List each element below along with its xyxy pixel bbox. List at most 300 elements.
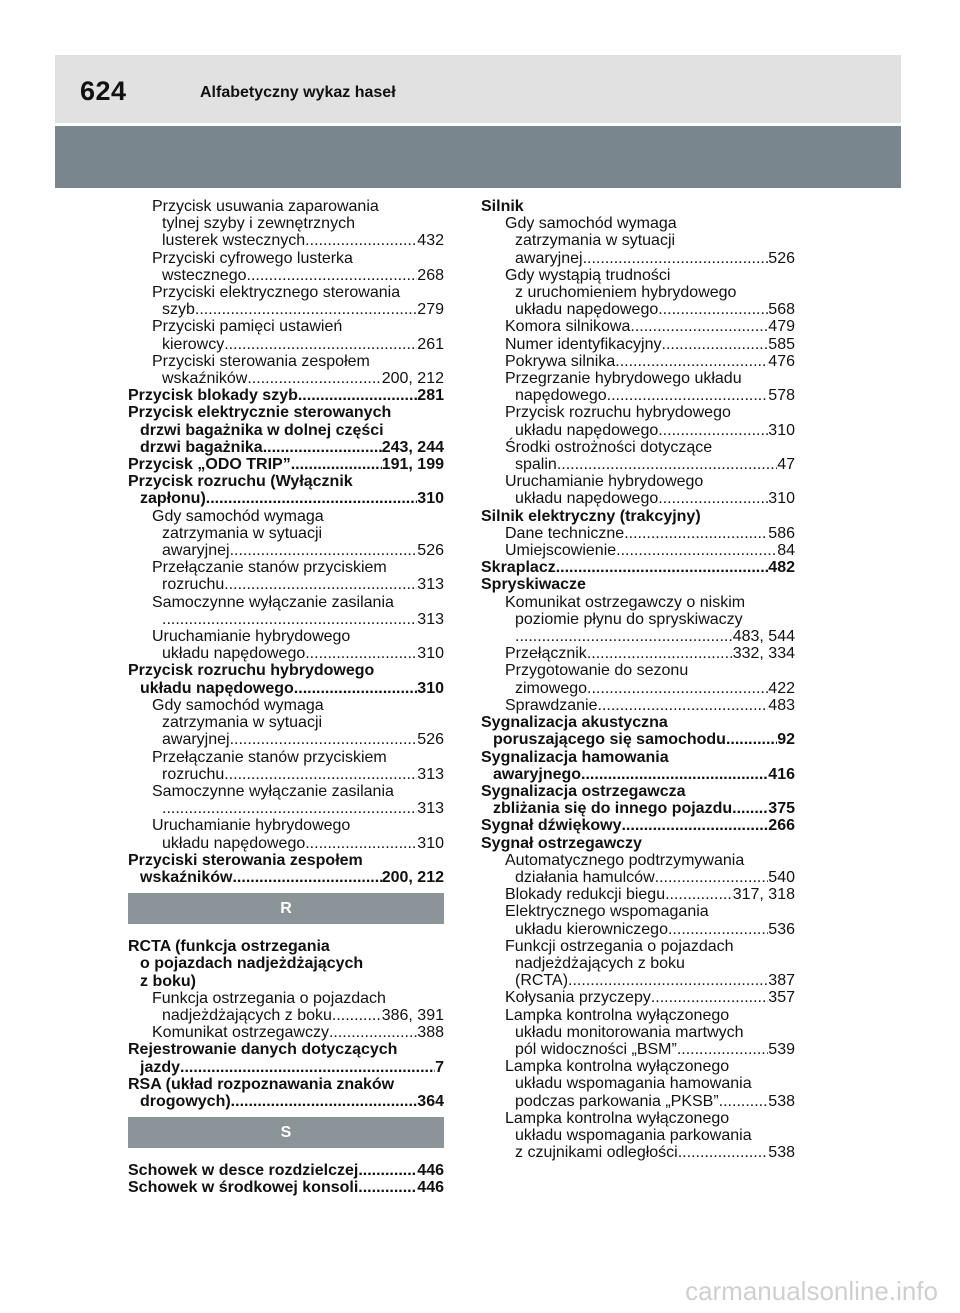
index-entry — [481, 473, 795, 490]
index-entry — [481, 594, 795, 611]
index-entry — [128, 800, 444, 817]
page-reference: 538 — [768, 1144, 795, 1162]
index-entry — [128, 490, 444, 507]
entry-text: Rejestrowanie danych dotyczących — [128, 1041, 398, 1059]
entry-text: Kołysania przyczepy — [505, 989, 651, 1007]
dot-leader — [557, 456, 777, 473]
page-reference: 422 — [768, 679, 795, 697]
section-header-s: S — [128, 1117, 444, 1148]
dot-leader — [162, 611, 417, 628]
entry-text: zapłonu) — [140, 490, 206, 508]
page-reference: 243, 244 — [381, 438, 444, 456]
entry-text: Automatycznego podtrzymywania — [505, 851, 745, 869]
entry-text: wskaźników — [140, 868, 233, 886]
page-reference: 416 — [768, 765, 795, 783]
entry-text: Silnik elektryczny (trakcyjny) — [481, 507, 701, 525]
page-reference: 386, 391 — [381, 1006, 444, 1024]
entry-text: Lampka kontrolna wyłączonego — [505, 1109, 730, 1127]
entry-text: Lampka kontrolna wyłączonego — [505, 1058, 730, 1076]
dot-leader — [616, 542, 777, 559]
page-reference: 479 — [768, 318, 795, 336]
entry-text: o pojazdach nadjeżdżających — [140, 955, 364, 973]
entry-text: Środki ostrożności dotyczące — [505, 438, 713, 456]
entry-text: układu napędowego — [140, 679, 294, 697]
index-entry — [128, 594, 444, 611]
entry-text: Gdy samochód wymaga — [152, 696, 324, 714]
dot-leader — [247, 267, 418, 284]
entry-text: układu napędowego — [162, 834, 306, 852]
index-entry — [128, 1041, 444, 1058]
dot-leader — [621, 817, 768, 834]
page-reference: 526 — [417, 542, 444, 560]
index-entry — [481, 749, 795, 766]
index-entry — [128, 267, 444, 284]
entry-text: Elektrycznego wspomagania — [505, 903, 709, 921]
page-reference: 279 — [417, 301, 444, 319]
index-entry — [481, 336, 795, 353]
dot-leader — [662, 336, 769, 353]
dot-leader — [658, 490, 768, 507]
index-entry — [128, 1024, 444, 1041]
entry-text: Przełącznik — [505, 645, 587, 663]
entry-text: Samoczynne wyłączanie zasilania — [152, 593, 394, 611]
entry-text: Komora silnikowa — [505, 318, 631, 336]
dot-leader — [677, 1041, 768, 1058]
index-entry — [128, 250, 444, 267]
index-entry — [128, 973, 444, 990]
entry-text: drzwi bagażnika — [140, 438, 263, 456]
index-entry — [481, 835, 795, 852]
entry-text: Skraplacz — [481, 559, 556, 577]
entry-text: kierowcy — [162, 335, 225, 353]
entry-text: Gdy samochód wymaga — [505, 215, 677, 233]
index-entry — [481, 456, 795, 473]
page-reference: 7 — [435, 1058, 444, 1076]
index-entry — [481, 852, 795, 869]
page-reference: 266 — [768, 817, 795, 835]
index-entry — [128, 990, 444, 1007]
entry-text: Przyciski pamięci ustawień — [152, 318, 343, 336]
page-reference: 482 — [768, 559, 795, 577]
index-entry — [128, 938, 444, 955]
dot-leader — [732, 800, 768, 817]
entry-text: Samoczynne wyłączanie zasilania — [152, 782, 394, 800]
page-reference: 526 — [417, 731, 444, 749]
watermark: carmanualsonline.info — [685, 1276, 938, 1306]
page-reference: 310 — [417, 645, 444, 663]
page-number: 624 — [80, 76, 127, 106]
index-entry — [481, 731, 795, 748]
entry-text: tylnej szyby i zewnętrznych — [162, 215, 355, 233]
left-column — [128, 198, 444, 1197]
entry-text: Komunikat ostrzegawczy o niskim — [505, 593, 746, 611]
dot-leader — [678, 1144, 769, 1161]
dot-leader — [305, 645, 417, 662]
page-reference: 357 — [768, 989, 795, 1007]
entry-text: działania hamulców — [515, 868, 655, 886]
index-entry — [128, 697, 444, 714]
index-entry — [128, 559, 444, 576]
index-entry — [128, 422, 444, 439]
index-entry — [481, 198, 795, 215]
index-entry — [128, 611, 444, 628]
index-entry — [481, 301, 795, 318]
entry-text: Sygnalizacja hamowania — [481, 748, 669, 766]
entry-text: Przełączanie stanów przyciskiem — [152, 748, 387, 766]
entry-text: Sygnalizacja akustyczna — [481, 714, 668, 732]
page-reference: 313 — [417, 800, 444, 818]
dot-leader — [230, 542, 418, 559]
index-entry — [481, 559, 795, 576]
entry-text: Przyciski elektrycznego sterowania — [152, 284, 401, 302]
entry-text: Przełączanie stanów przyciskiem — [152, 559, 387, 577]
entry-text: spalin — [515, 456, 557, 474]
index-entry — [481, 989, 795, 1006]
index-entry — [481, 886, 795, 903]
index-entry — [128, 215, 444, 232]
index-entry — [481, 645, 795, 662]
dot-leader — [332, 1007, 382, 1024]
entry-text: Przegrzanie hybrydowego układu — [505, 370, 742, 388]
index-entry — [481, 1075, 795, 1092]
page-reference: 585 — [768, 335, 795, 353]
page-reference: 446 — [417, 1179, 444, 1197]
page-reference: 538 — [768, 1092, 795, 1110]
dot-leader — [515, 628, 733, 645]
index-entry — [481, 267, 795, 284]
index-entry — [128, 404, 444, 421]
entry-text: Gdy samochód wymaga — [152, 507, 324, 525]
entry-text: poziomie płynu do spryskiwaczy — [515, 610, 743, 628]
header-band — [55, 126, 901, 188]
index-entry — [481, 1024, 795, 1041]
page-reference: 268 — [417, 266, 444, 284]
page-reference: 446 — [417, 1162, 444, 1180]
entry-text: układu napędowego — [515, 421, 659, 439]
dot-leader — [358, 1162, 417, 1179]
index-entry — [481, 972, 795, 989]
index-entry — [481, 422, 795, 439]
page-reference: 476 — [768, 352, 795, 370]
page-reference: 313 — [417, 576, 444, 594]
entry-text: Przycisk „ODO TRIP” — [128, 456, 291, 474]
dot-leader — [305, 835, 417, 852]
index-entry — [481, 628, 795, 645]
page-reference: 375 — [768, 800, 795, 818]
entry-text: układu wspomagania hamowania — [515, 1075, 752, 1093]
page-reference: 578 — [768, 387, 795, 405]
entry-text: pól widoczności „BSM” — [515, 1040, 677, 1058]
entry-text: RCTA (funkcja ostrzegania — [128, 938, 330, 956]
page-reference: 313 — [417, 610, 444, 628]
index-entry — [128, 869, 444, 886]
entry-text: Dane techniczne — [505, 524, 625, 542]
dot-leader — [232, 869, 381, 886]
entry-text: drogowych) — [140, 1092, 231, 1110]
page-reference: 261 — [417, 335, 444, 353]
entry-text: napędowego — [515, 387, 607, 405]
index-entry — [481, 508, 795, 525]
entry-text: z czujnikami odległości — [515, 1144, 678, 1162]
index-entry — [481, 439, 795, 456]
dot-leader — [598, 697, 769, 714]
page-reference: 310 — [768, 490, 795, 508]
page-reference: 191, 199 — [381, 456, 444, 474]
dot-leader — [358, 1179, 417, 1196]
index-entry — [481, 783, 795, 800]
entry-text: Uruchamianie hybrydowego — [152, 817, 351, 835]
index-entry — [128, 817, 444, 834]
header-bar — [55, 55, 901, 123]
entry-text: Sygnał ostrzegawczy — [481, 834, 642, 852]
entry-text: awaryjnej — [162, 542, 230, 560]
index-entry — [128, 336, 444, 353]
entry-text: z boku) — [140, 972, 196, 990]
entry-text: zbliżania się do innego pojazdu — [493, 800, 733, 818]
entry-text: Uruchamianie hybrydowego — [152, 628, 351, 646]
page-reference: 200, 212 — [381, 868, 444, 886]
entry-text: Uruchamianie hybrydowego — [505, 473, 704, 491]
entry-text: Pokrywa silnika — [505, 352, 616, 370]
index-entry — [481, 714, 795, 731]
index-entry — [481, 800, 795, 817]
entry-text: Lampka kontrolna wyłączonego — [505, 1006, 730, 1024]
entry-text: Umiejscowienie — [505, 542, 617, 560]
page-reference: 526 — [768, 249, 795, 267]
index-entry — [128, 439, 444, 456]
index-entry — [481, 232, 795, 249]
index-entry — [481, 938, 795, 955]
index-entry — [128, 852, 444, 869]
index-entry — [128, 731, 444, 748]
index-entry — [128, 835, 444, 852]
entry-text: awaryjnej — [515, 249, 583, 267]
dot-leader — [247, 370, 381, 387]
index-entry — [128, 387, 444, 404]
dot-leader — [655, 869, 769, 886]
index-entry — [481, 869, 795, 886]
entry-text: rozruchu — [162, 765, 225, 783]
index-entry — [128, 1007, 444, 1024]
index-entry — [481, 921, 795, 938]
page-reference: 536 — [768, 920, 795, 938]
dot-leader — [224, 336, 417, 353]
entry-text: układu napędowego — [515, 301, 659, 319]
dot-leader — [583, 250, 769, 267]
index-entry — [128, 662, 444, 679]
index-entry — [481, 680, 795, 697]
dot-leader — [180, 1059, 435, 1076]
dot-leader — [556, 559, 769, 576]
entry-text: jazdy — [140, 1058, 181, 1076]
entry-text: awaryjnego — [493, 765, 582, 783]
entry-text: wstecznego — [162, 266, 247, 284]
index-entry — [481, 525, 795, 542]
index-entry — [481, 1093, 795, 1110]
page-reference: 539 — [768, 1040, 795, 1058]
page-reference: 568 — [768, 301, 795, 319]
entry-text: zimowego — [515, 679, 588, 697]
index-entry — [128, 628, 444, 645]
page-reference: 387 — [768, 972, 795, 990]
entry-text: Przycisk elektrycznie sterowanych — [128, 404, 392, 422]
index-entry — [128, 370, 444, 387]
entry-text: Przycisk blokady szyb — [128, 387, 298, 405]
index-entry — [481, 387, 795, 404]
index-entry — [128, 576, 444, 593]
index-entry — [128, 1059, 444, 1076]
index-entry — [481, 1127, 795, 1144]
dot-leader — [263, 439, 382, 456]
index-entry — [128, 318, 444, 335]
index-entry — [128, 284, 444, 301]
entry-text: nadjeżdżających z boku — [515, 954, 685, 972]
index-entry — [481, 1041, 795, 1058]
dot-leader — [587, 680, 768, 697]
dot-leader — [726, 731, 777, 748]
entry-text: Funkcja ostrzegania o pojazdach — [152, 989, 386, 1007]
dot-leader — [206, 490, 418, 507]
entry-text: poruszającego się samochodu — [493, 731, 726, 749]
index-entry — [481, 1144, 795, 1161]
page-reference: 92 — [777, 731, 795, 749]
index-entry — [481, 576, 795, 593]
entry-text: Sygnalizacja ostrzegawcza — [481, 782, 686, 800]
dot-leader — [305, 232, 417, 249]
dot-leader — [607, 387, 769, 404]
page-reference: 540 — [768, 868, 795, 886]
entry-text: szyb — [162, 301, 195, 319]
entry-text: Komunikat ostrzegawczy — [152, 1024, 329, 1042]
dot-leader — [658, 422, 768, 439]
dot-leader — [651, 989, 768, 1006]
index-entry — [128, 198, 444, 215]
index-list-left — [128, 198, 444, 886]
index-entry — [481, 766, 795, 783]
index-entry — [128, 714, 444, 731]
dot-leader — [291, 456, 382, 473]
entry-text: Schowek w desce rozdzielczej — [128, 1162, 359, 1180]
index-entry — [481, 318, 795, 335]
index-entry — [481, 697, 795, 714]
index-entry — [481, 611, 795, 628]
entry-text: z uruchomieniem hybrydowego — [515, 284, 737, 302]
index-entry — [128, 783, 444, 800]
entry-text: układu kierowniczego — [515, 920, 668, 938]
dot-leader — [162, 800, 417, 817]
dot-leader — [668, 921, 768, 938]
entry-text: Przyciski sterowania zespołem — [152, 352, 370, 370]
dot-leader — [615, 353, 768, 370]
page-reference: 432 — [417, 232, 444, 250]
page-reference: 310 — [768, 421, 795, 439]
index-entry — [481, 370, 795, 387]
entry-text: nadjeżdżających z boku — [162, 1006, 332, 1024]
page-title: Alfabetyczny wykaz haseł — [200, 84, 396, 101]
index-entry — [128, 1162, 444, 1179]
entry-text: układu napędowego — [162, 645, 306, 663]
index-entry — [128, 1093, 444, 1110]
dot-leader — [624, 525, 768, 542]
dot-leader — [294, 680, 418, 697]
entry-text: zatrzymania w sytuacji — [162, 714, 323, 732]
page-reference: 84 — [777, 542, 795, 560]
page-reference: 364 — [417, 1092, 444, 1110]
entry-text: lusterek wstecznych — [162, 232, 306, 250]
dot-leader — [630, 318, 768, 335]
index-entry — [481, 404, 795, 421]
page-reference: 313 — [417, 765, 444, 783]
entry-text: RSA (układ rozpoznawania znaków — [128, 1075, 395, 1093]
index-entry — [128, 301, 444, 318]
dot-leader — [658, 301, 768, 318]
entry-text: zatrzymania w sytuacji — [515, 232, 676, 250]
page-reference: 483, 544 — [732, 628, 795, 646]
index-entry — [128, 1179, 444, 1196]
entry-text: Przycisk usuwania zaparowania — [152, 198, 379, 215]
index-entry — [128, 456, 444, 473]
entry-text: Przyciski cyfrowego lusterka — [152, 249, 353, 267]
right-column — [481, 198, 795, 1161]
page-reference: 310 — [417, 834, 444, 852]
dot-leader — [568, 972, 768, 989]
entry-text: drzwi bagażnika w dolnej części — [140, 421, 384, 439]
entry-text: Przycisk rozruchu hybrydowego — [505, 404, 731, 422]
dot-leader — [224, 576, 417, 593]
page-reference: 47 — [777, 456, 795, 474]
page-reference: 310 — [417, 490, 444, 508]
index-entry — [481, 817, 795, 834]
entry-text: Funkcji ostrzegania o pojazdach — [505, 937, 734, 955]
entry-text: Numer identyfikacyjny — [505, 335, 662, 353]
index-entry — [481, 284, 795, 301]
entry-text: zatrzymania w sytuacji — [162, 524, 323, 542]
index-entry — [128, 232, 444, 249]
dot-leader — [230, 731, 418, 748]
index-entry — [128, 508, 444, 525]
dot-leader — [224, 766, 417, 783]
index-entry — [481, 353, 795, 370]
entry-text: rozruchu — [162, 576, 225, 594]
page-reference: 317, 318 — [732, 886, 795, 904]
entry-text: wskaźników — [162, 370, 248, 388]
entry-text: podczas parkowania „PKSB” — [515, 1092, 719, 1110]
index-entry — [481, 1110, 795, 1127]
index-entry — [128, 473, 444, 490]
section-header-r: R — [128, 893, 444, 924]
index-entry — [128, 680, 444, 697]
entry-text: awaryjnej — [162, 731, 230, 749]
dot-leader — [231, 1093, 418, 1110]
dot-leader — [665, 886, 733, 903]
entry-text: Sygnał dźwiękowy — [481, 817, 622, 835]
dot-leader — [587, 645, 733, 662]
entry-text: (RCTA) — [515, 972, 569, 990]
entry-text: układu wspomagania parkowania — [515, 1126, 752, 1144]
entry-text: Przyciski sterowania zespołem — [128, 851, 363, 869]
index-entry — [481, 903, 795, 920]
entry-text: Schowek w środkowej konsoli — [128, 1179, 359, 1197]
index-entry — [481, 250, 795, 267]
page-reference: 483 — [768, 696, 795, 714]
entry-text: Sprawdzanie — [505, 696, 598, 714]
page-reference: 200, 212 — [381, 370, 444, 388]
index-list-right — [481, 198, 795, 1161]
dot-leader — [298, 387, 417, 404]
index-entry — [128, 766, 444, 783]
page-reference: 310 — [417, 679, 444, 697]
entry-text: Silnik — [481, 198, 524, 215]
